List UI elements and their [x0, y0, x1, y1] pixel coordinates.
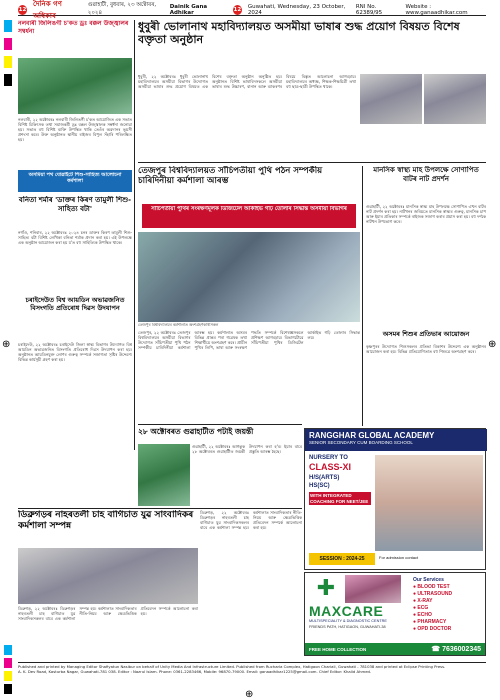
date-assamese: গুৱাহাটী, বুধবাৰ, ২৩ অক্টোবৰ, ২০২৪ [87, 1, 157, 16]
story-mental-head [366, 166, 486, 202]
story-dhubri-head [138, 20, 486, 72]
service-item: ● ECHO [413, 612, 432, 618]
column-divider [362, 166, 363, 426]
photo-journalist-workshop [18, 548, 198, 604]
date-english: Guwahati, Wednesday, 23 October, 2024 [247, 3, 346, 16]
kicker-banner [142, 204, 356, 228]
headline: তেজপুৰ বিশ্ববিদ্যালয়ত সাঁচিপতীয়া পুথি পঠন সম্পৰ্কীয় চাৰিদিনীয়া কৰ্মশালা আৰম্ভ [138, 166, 323, 186]
brand-subtitle: MULTISPECIALITY & DIAGNOSTIC CENTRE [309, 619, 387, 623]
paper-name-assamese: দৈনিক গণ অধিকাৰ [33, 0, 62, 20]
story-body: ডিব্ৰুগড়, ২২ অক্টোবৰঃ ডিব্ৰুগড়ৰ নাহৰতলী চাহ বাগিচাত যুৱ সাংবাদিকসকলৰ বাবে এক কৰ্মশালা সম্পন্ন হয়। কৰ্মশালাত সাংবাদিকতাৰ নীতি-নিয়ম আৰু ক্ষেত্ৰভিত্তিক প্ৰতিবেদন সম্পৰ্কে আলোচনা কৰা হয়। [18, 606, 198, 621]
magenta-swatch [4, 658, 12, 668]
story-tezpur-head [138, 166, 360, 202]
kicker: সাঁচিপতীয়া পুথিৰ সংৰক্ষণমূলক ডিজিটেল আৰ্কাইভ গঢ়ি তোলাৰ সিদ্ধান্ত অসমীয়া বিভাগৰ [151, 206, 347, 212]
story-poem-head [18, 196, 132, 228]
photo-caption: তেজপুৰ বিশ্ববিদ্যালয়ৰ কৰ্মশালাত অংশগ্ৰহণকাৰীসকল [138, 323, 219, 327]
black-swatch [4, 684, 12, 694]
brand-address: FRIENDS PATH, HATIGAON, GUWAHATI-38 [309, 625, 386, 629]
crosshair-icon: ⊕ [488, 339, 497, 350]
phone-icon: ☎ [431, 646, 443, 653]
services-title: Our Services [413, 577, 444, 583]
imprint-line: A. K. Dev Road, Kasturba Nagar, Guwahati-781 038. Editor : Nazrul Islam. Phone: 0361-2283466, Mobile: 96870-79000. Email: ganaadhikar1225@gmail.com. Chief Editor: Khalid Ahmed. [18, 668, 372, 674]
ad-header [305, 429, 487, 451]
offer-line: NURSERY TO [309, 455, 348, 461]
page-circle: 12 [233, 6, 242, 13]
headline: ডিব্ৰুগড়ৰ নাহৰতলী চাহ বাগিচাত যুৱ সাংবাদিকৰ কৰ্মশালা সম্পন্ন [18, 510, 194, 531]
crosshair-icon: ⊕ [245, 689, 254, 700]
story-shishu-head [366, 330, 486, 342]
cyan-swatch [4, 645, 12, 655]
crosshair-icon: ⊕ [2, 339, 11, 350]
section-divider [138, 162, 486, 163]
story-body-continued: ডিব্ৰুগড়, ২২ অক্টোবৰঃ ডিব্ৰুগড়ৰ নাহৰতলী চাহ বাগিচাত যুৱ সাংবাদিকসকলৰ বাবে এক কৰ্মশালা সম্পন্ন হয়। কৰ্মশালাত সাংবাদিকতাৰ নীতি-নিয়ম আৰু ক্ষেত্ৰভিত্তিক প্ৰতিবেদন সম্পৰ্কে আলোচনা কৰা হয়। [200, 510, 302, 530]
cyan-swatch [4, 20, 12, 32]
offer-line: H/S(ARTS) [309, 475, 340, 481]
imprint-footer [18, 662, 486, 692]
story-body: চৰাইদেউ, ২২ অক্টোবৰঃ চৰাইদেউ জিলা স্বাস্থ্য বিভাগৰ উদ্যোগত বিশ্ব আয়ডিন অভাৱজনিত বিসংগতি প্ৰতিৰোধ দিৱস উদযাপন কৰা হয়। অনুষ্ঠানত আয়ডিনযুক্ত লোণৰ গুৰুত্ব সম্পৰ্কে সজাগতা সৃষ্টিৰ উদ্দেশ্যে বিভিন্ন কাৰ্যসূচী গ্ৰহণ কৰা হয়। [18, 342, 132, 362]
headline: অসমিয়া পথ যোৱাইটে শিশু-সাহিত্য আলোচনা কৰ্মশালা [28, 172, 122, 184]
brand-name: MAXCARE [309, 603, 384, 619]
color-registration-strip-bottom [4, 645, 12, 697]
ad-rangghar-academy[interactable] [304, 428, 486, 570]
photo-doctor [345, 575, 401, 603]
headline: মানসিক স্বাস্থ্য মাহ উপলক্ষে সোণাপিত বাটৰ নাট প্ৰদৰ্শন [373, 166, 479, 183]
headline: নলবাৰী জিলিঙগী চ'কত ড্ৰঃ বক্কল উজ্জ্বালৰ সম্বৰ্ধনা [18, 20, 129, 35]
session-badge: SESSION : 2024-25 [309, 553, 375, 565]
story-nalbari [18, 20, 132, 56]
offer-line: CLASS-XI [309, 462, 352, 472]
photo-school-building [375, 455, 483, 551]
rni-number: RNI No. 62389/95 [355, 3, 383, 16]
brand-name: Dainik Gana Adhikar [169, 3, 208, 16]
headline: ধুবুৰী ভোলানাথ মহাবিদ্যালয়ত অসমীয়া ভাষাৰ শুদ্ধ প্ৰয়োগ বিষয়ত বিশেষ বক্তৃতা অনুষ্ঠান [138, 20, 460, 46]
headline: ২৮ অক্টোবৰত গুৱাহাটীত পটাই জয়ন্তী [138, 427, 254, 436]
yellow-swatch [4, 56, 12, 68]
headline: অসমৰ শিশুৰ প্ৰতিভাৰ আয়োজন [382, 330, 470, 338]
offer-line: HS(SC) [309, 483, 330, 489]
story-body: গুৱাহাটী, ২২ অক্টোবৰঃ মানসিক স্বাস্থ্য মাহ উপলক্ষে সোণাপিত এখন বাটৰ নাট প্ৰদৰ্শন কৰা হয়। নাটখনৰ জৰিয়তে মানসিক স্বাস্থ্যৰ গুৰুত্ব, মানসিক চাপ আৰু ইয়াৰ প্ৰতিকাৰ সম্পৰ্কে ৰাইজক সজাগ কৰাৰ প্ৰয়াস কৰা হয়। বহু দৰ্শকে নাটখন উপভোগ কৰে। [366, 204, 486, 224]
offer-line: WITH INTEGRATED COACHING FOR NEET/JEE [309, 492, 371, 505]
imprint-line: Published and printed by Managing Editor Shafiyatun Nasibur on behalf of Unity Media And Infrastructure Limited. Published from Rucharla Complex, Hatigaon Chariali, Guwahati - 781038 and printed at Eclipse Printing Press. [18, 664, 446, 669]
magenta-swatch [4, 38, 12, 50]
story-charaideo-head [18, 296, 132, 340]
story-dibrugarh-head [18, 510, 198, 546]
ad-maxcare[interactable] [304, 572, 486, 656]
offer-list [309, 455, 371, 505]
yellow-swatch [4, 671, 12, 681]
photo-audience [424, 74, 486, 124]
story-body: নলবাৰী, ২২ অক্টোবৰঃ নলবাৰী জিলিঙগী চ'কত আয়োজিত এক সভাত বিশিষ্ট চিকিৎসক তথা সমাজকৰ্মী ড্ৰঃ বক্কল উজ্জ্বালক সম্বৰ্ধনা জনোৱা হয়। সভাত বহু বিশিষ্ট ব্যক্তি উপস্থিত থাকি তেওঁৰ অৱদানৰ ভূয়সী প্ৰশংসা কৰে। উক্ত অনুষ্ঠানত স্থানীয় ৰাইজৰ বিপুল সঁহাৰি পৰিলক্ষিত হয়। [18, 117, 132, 142]
photo-workshop-group [138, 232, 360, 322]
service-item: ● PHARMACY [413, 619, 447, 625]
section-divider [138, 424, 302, 425]
story-body: গুৱাহাটী, ২২ অক্টোবৰঃ আগন্তুক ২৮ অক্টোবৰত গুৱাহাটীত জয়ন্তী উদযাপন কৰা হ'ব। ইয়াৰ বাবে প্ৰস্তুতি আৰম্ভ হৈছে। [192, 444, 302, 454]
services-list [413, 577, 483, 633]
story-body: কৃষ্ণপুৰৰ উদ্যোগত শিশুসকলৰ প্ৰতিভা বিকাশৰ উদ্দেশ্যে এক অনুষ্ঠানৰ আয়োজন কৰা হয়। বিভিন্ন প্ৰতিযোগিতাত বহু শিশুৱে অংশগ্ৰহণ কৰে। [366, 344, 486, 354]
contact-strip [305, 643, 485, 655]
photo-lecture [360, 74, 422, 124]
school-name: RANGGHAR GLOBAL ACADEMY [309, 431, 435, 440]
column-divider [134, 20, 135, 450]
section-divider [18, 508, 302, 509]
school-tagline: SENIOR SECONDARY CUM BOARDING SCHOOL [309, 440, 413, 445]
website: Website : www.ganaadhikar.com [405, 3, 468, 16]
story-body: ধুবুৰী, ২২ অক্টোবৰঃ ধুবুৰী ভোলানাথ মহাবিদ্যালয়ৰ অসমীয়া বিভাগৰ উদ্যোগত অসমীয়া ভাষাৰ শুদ্ধ প্ৰয়োগ বিষয়ত এক বিশেষ বক্তৃতা অনুষ্ঠান অনুষ্ঠিত হয়। অনুষ্ঠানত বিশিষ্ট ভাষাবিদসকলে অসমীয়া ভাষাৰ শুদ্ধ উচ্চাৰণ, বানান আৰু ব্যাকৰণৰ বিষয়ে বিস্তৃত আলোচনা আগবঢ়ায়। মহাবিদ্যালয়ৰ অধ্যক্ষ, শিক্ষক-শিক্ষয়িত্ৰী তথা বহু ছাত্ৰ-ছাত্ৰী উপস্থিত থাকে। [138, 74, 356, 89]
color-registration-strip [4, 20, 12, 92]
service-item: ● BLOOD TEST [413, 584, 450, 590]
service-item: ● OPD DOCTOR [413, 626, 452, 632]
story-body: তেজপুৰ, ২২ অক্টোবৰঃ তেজপুৰ বিশ্ববিদ্যালয়ৰ অসমীয়া বিভাগৰ উদ্যোগত সাঁচিপতীয়া পুথি পঠন সম্পৰ্কীয় চাৰিদিনীয়া কৰ্মশালা আৰম্ভ হয়। কৰ্মশালাত অসমৰ বিভিন্ন প্ৰান্তৰ পৰা গৱেষক তথা শিক্ষাৰ্থীয়ে অংশগ্ৰহণ কৰে। প্ৰাচীন পুথিৰ লিপি, ভাষা আৰু সংৰক্ষণ পদ্ধতি সম্পৰ্কে বিশেষজ্ঞসকলে প্ৰশিক্ষণ আগবঢ়ায়। বিভাগটোৱে সাঁচিপতীয়া পুথিৰ ডিজিটেল আৰ্কাইভ গঢ়ি তোলাৰ সিদ্ধান্ত লয়। [138, 330, 360, 350]
home-collection: FREE HOME COLLECTION [309, 646, 367, 652]
contact-label: For admission contact [379, 555, 419, 560]
phone-number[interactable]: ☎ 7636002345 [431, 646, 481, 653]
photo-jayanti [138, 444, 190, 506]
story-body: নগাঁও, শনিবাৰ, ২২ অক্টোবৰঃ ২০২৪ চনৰ ডাক্তৰ কিৰণ তামুলী শিশু-সাহিত্য বটা বিশিষ্ট লেখিকা বনিতা শৰ্মাক প্ৰদান কৰা হয়। এই উপলক্ষে এক অনুষ্ঠান আয়োজন কৰা হয় য'ত বহু সাহিত্যিক উপস্থিত থাকে। [18, 230, 132, 245]
medical-cross-icon: ✚ [316, 576, 336, 601]
story-28oct-head [138, 427, 302, 441]
black-swatch [4, 74, 12, 86]
photo-felicitation [18, 58, 132, 114]
maxcare-brand [309, 603, 409, 629]
page-header [18, 0, 486, 20]
banner-workshop [18, 170, 132, 192]
service-item: ● X-RAY [413, 598, 433, 604]
service-item: ● ECG [413, 605, 429, 611]
headline: চৰাইদেউত বিশ্ব আয়ডিন অভাৱজনিত বিসংগতি প্ৰতিৰোধ দিৱস উদযাপন [25, 296, 125, 312]
headline: বনিতা শৰ্মাৰ 'ডাক্তৰ কিৰণ তামুলী শিশু-সাহিত্য বটা' [18, 196, 132, 213]
service-item: ● ULTRASOUND [413, 591, 453, 597]
page-number-badge: 12 [18, 6, 27, 13]
photo-caption [360, 128, 486, 158]
